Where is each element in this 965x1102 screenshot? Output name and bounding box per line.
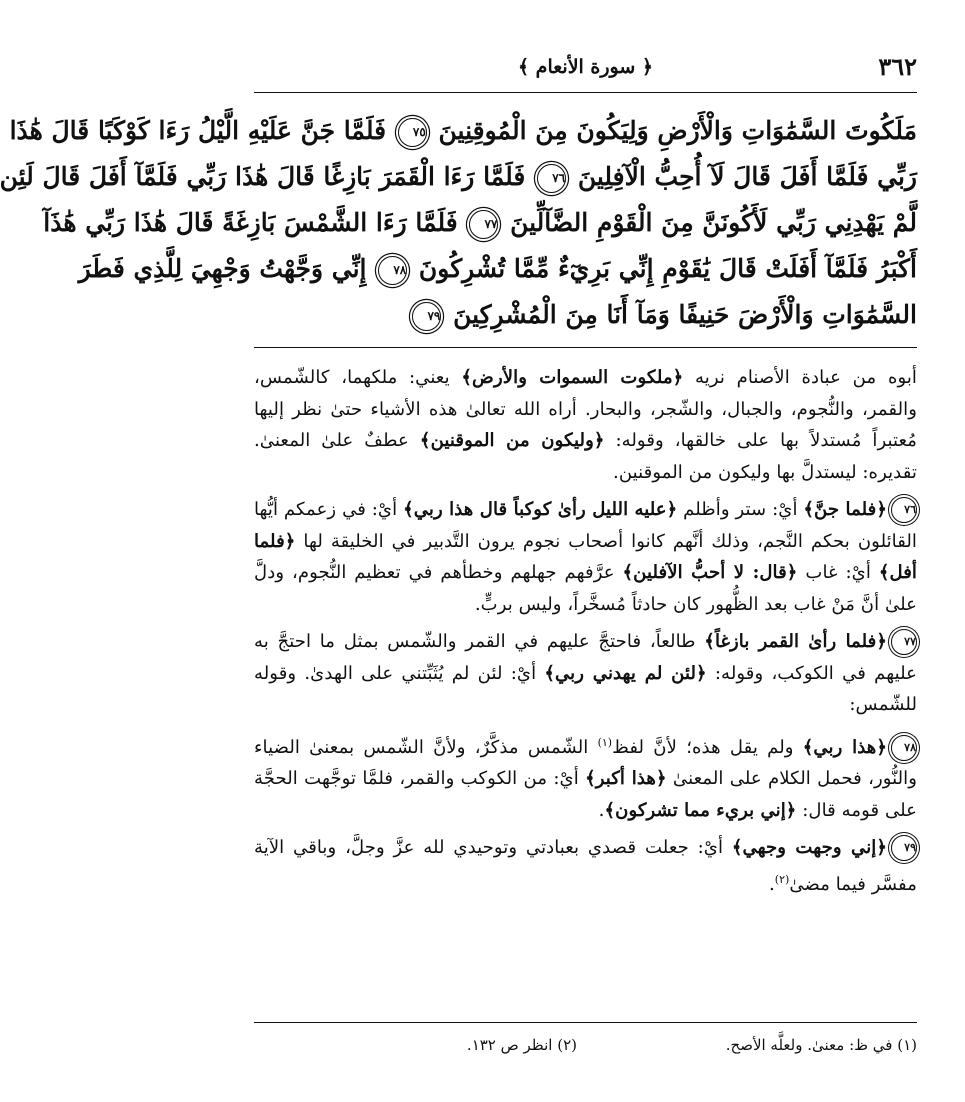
quran-line-text: أَكْبَرُ فَلَمَّآ أَفَلَتْ قَالَ يَٰقَوْمِ إِنِّي بَرِيٓءٌ مِّمَّا تُشْرِكُونَ <box>418 254 917 283</box>
footnote-1: (١) في ظ: معنىٰ. ولعلَّه الأصح. <box>725 1036 917 1054</box>
footnote-2: (٢) انظر ص ١٣٢. <box>466 1036 577 1054</box>
quoted-verse: ﴿هذا ربي﴾ <box>802 736 887 758</box>
quoted-verse: ﴿إني بريء مما تشركون﴾ <box>604 799 797 821</box>
comment-text: . <box>598 799 605 821</box>
quoted-verse: ﴿وليكون من الموقنين﴾ <box>419 430 605 451</box>
quoted-verse: ﴿إني وجهت وجهي﴾ <box>731 837 887 859</box>
surah-title: ﴿ سورة الأنعام ﴾ <box>517 56 654 78</box>
commentary <box>254 362 917 906</box>
quran-line <box>9 108 917 154</box>
ayah-number-marker: ٧٥ <box>398 118 427 147</box>
comment-text: عرَّفهم جهلهم وخطأهم في تعظيم النُّجوم، ودلَّ علىٰ أنَّ مَنْ غاب بعد الظُّهور كان حادثاً مُسخَّراً، وليس بربٍّ. <box>254 562 917 615</box>
quoted-verse: ﴿هذا أكبر﴾ <box>585 768 667 790</box>
quran-line <box>43 200 917 246</box>
quran-rule <box>254 347 917 348</box>
commentary-paragraph <box>254 494 917 620</box>
comment-text: أيْ: من الكوكب والقمر، فلمَّا توجَّهت الحجَّة على قومه قال: <box>254 768 917 821</box>
verse-number-marker: ٧٩ <box>891 835 917 861</box>
quran-line-text: لَّمْ يَهْدِنِي رَبِّي لَأَكُونَنَّ مِنَ الْقَوْمِ الضَّآلِّينَ <box>510 208 917 237</box>
page-number: ٣٦٢ <box>878 52 917 81</box>
commentary-paragraph <box>254 832 917 900</box>
quran-line-text: إِنِّي وَجَّهْتُ وَجْهِيَ لِلَّذِي فَطَرَ <box>78 254 367 283</box>
quran-line-text: فَلَمَّا رَءَا الشَّمْسَ بَازِغَةً قَالَ هَٰذَا رَبِّي هَٰذَآ <box>43 208 458 237</box>
quran-line <box>254 292 917 338</box>
comment-text: أيْ: لئن لم يُثَبِّتني على الهدىٰ. وقوله للشّمس: <box>254 662 917 715</box>
comment-text: طالعاً، فاحتجَّ عليهم في القمر والشّمس بمثل ما احتجَّ به عليهم في الكوكب، وقوله: <box>254 631 917 684</box>
quran-line-text: فَلَمَّا جَنَّ عَلَيْهِ الَّيْلُ رَءَا كَوْكَبًا قَالَ هَٰذَا <box>9 116 387 145</box>
quoted-verse: ﴿عليه الليل رأىٰ كوكباً قال هذا ربي﴾ <box>403 499 678 520</box>
quoted-verse: ﴿قال: لا أحبُّ الآفلين﴾ <box>622 562 798 583</box>
commentary-paragraph <box>254 626 917 721</box>
header-rule <box>254 92 917 93</box>
quran-line-text: مَلَكُوتَ السَّمَٰوَاتِ وَالْأَرْضِ وَلِيَكُونَ مِنَ الْمُوقِنِينَ <box>438 116 917 145</box>
quran-line <box>78 246 917 292</box>
verse-number-marker: ٧٧ <box>891 629 917 655</box>
verse-number-marker: ٧٨ <box>891 735 917 761</box>
quoted-verse: ﴿لئن لم يهدني ربي﴾ <box>544 662 707 684</box>
comment-text: عطفٌ علىٰ المعنىٰ. تقديره: ليستدلَّ بها وليكون من الموقنين. <box>254 430 917 483</box>
ayah-number-marker: ٧٨ <box>378 256 407 285</box>
comment-text: الشّمس مذكَّرٌ، ولأنَّ الشّمس بمعنىٰ الضياء والنُّور، فحمل الكلام على المعنىٰ <box>254 736 917 790</box>
comment-text: . <box>769 873 775 895</box>
quran-text <box>0 108 917 346</box>
ayah-number-marker: ٧٦ <box>537 164 566 193</box>
quran-line-text: السَّمَٰوَاتِ وَالْأَرْضَ حَنِيفًا وَمَآ أَنَا مِنَ الْمُشْرِكِينَ <box>453 300 917 329</box>
footnote-ref: (٢) <box>774 872 790 886</box>
quran-line <box>0 154 917 200</box>
quoted-verse: ﴿فلما أفل﴾ <box>254 530 917 583</box>
quoted-verse: ﴿ملكوت السموات والأرض﴾ <box>461 367 684 388</box>
comment-text: أيْ: جعلت قصدي بعبادتي وتوحيدي لله عزَّ وجلَّ، وباقي الآية مفسَّر فيما مضىٰ <box>254 837 917 895</box>
quoted-verse: ﴿فلما رأىٰ القمر بازغاً﴾ <box>704 631 887 652</box>
comment-text: يعني: ملكهما، كالشّمس، والقمر، والنُّجوم، والجبال، والشّجر، والبحار. أراه الله تعالىٰ هذه الأشياء حتىٰ نظر إليها مُعتبراً مُستدلاً بها على خالقها، وقوله: <box>254 367 918 451</box>
footnotes <box>254 1036 917 1064</box>
comment-text: أيْ: ستر وأظلم <box>677 499 804 520</box>
quran-line-text: فَلَمَّا رَءَا الْقَمَرَ بَازِغًا قَالَ هَٰذَا رَبِّي فَلَمَّآ أَفَلَ قَالَ لَئِن <box>0 162 526 191</box>
quoted-verse: ﴿فلما جنَّ﴾ <box>803 499 887 520</box>
comment-text: أيْ: في زعمكم أيُّها القائلون بحكم النَّجم، وذلك أنَّهم كانوا أصحاب نجوم يرون التَّدبير في الخليقة لها <box>254 499 917 552</box>
footnote-rule <box>254 1022 917 1023</box>
verse-number-marker: ٧٦ <box>891 497 917 523</box>
comment-text: ولم يقل هذه؛ لأنَّ لفظ <box>612 736 803 758</box>
commentary-paragraph <box>254 727 917 827</box>
ayah-number-marker: ٧٩ <box>412 302 441 331</box>
commentary-paragraph <box>254 362 917 488</box>
quran-line-text: رَبِّي فَلَمَّا أَفَلَ قَالَ لَآ أُحِبُّ الْآفِلِينَ <box>577 162 917 191</box>
page-header <box>254 48 917 86</box>
footnote-ref: (١) <box>597 735 613 749</box>
ayah-number-marker: ٧٧ <box>469 210 498 239</box>
comment-text: أبوه من عبادة الأصنام نريه <box>683 367 917 388</box>
comment-text: أيْ: غاب <box>797 562 879 583</box>
